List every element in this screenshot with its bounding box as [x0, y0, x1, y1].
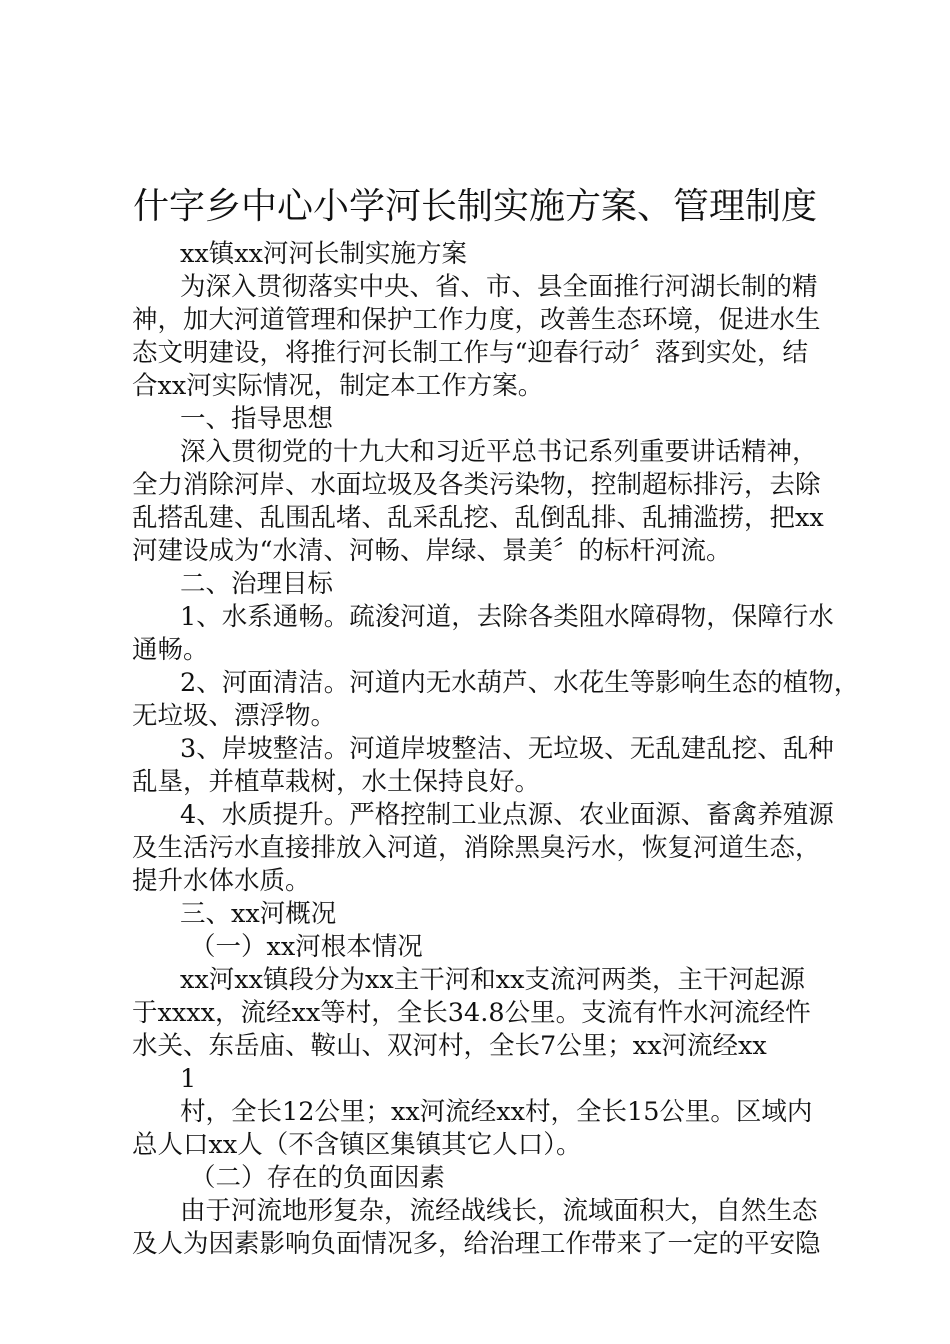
- paragraph-line: 河建设成为“水清、河畅、岸绿、景美〞的标杆河流。: [132, 536, 732, 566]
- paragraph-line: 及人为因素影响负面情况多，给治理工作带来了一定的平安隐: [132, 1229, 821, 1259]
- paragraph-line: 全力消除河岸、水面垃圾及各类污染物，控制超标排污，去除: [132, 470, 821, 500]
- paragraph-line: 于xxxx，流经xx等村，全长34.8公里。支流有忤水河流经忤: [132, 998, 811, 1028]
- paragraph-line: 态文明建设，将推行河长制工作与“迎春行动〞落到实处，结: [132, 338, 809, 368]
- document-title: 什字乡中心小学河长制实施方案、管理制度: [132, 186, 817, 227]
- paragraph-line: 水关、东岳庙、鞍山、双河村，全长7公里；xx河流经xx: [132, 1031, 767, 1061]
- section-heading: 一、指导思想: [180, 404, 334, 434]
- paragraph-line: xx河xx镇段分为xx主干河和xx支流河两类，主干河起源: [180, 965, 806, 995]
- paragraph-line: 深入贯彻党的十九大和习近平总书记系列重要讲话精神，: [180, 437, 818, 467]
- paragraph-line: 乱垦，并植草栽树，水土保持良好。: [132, 767, 541, 797]
- paragraph-line: 通畅。: [132, 635, 209, 665]
- paragraph-line: 2、河面清洁。河道内无水葫芦、水花生等影响生态的植物，: [180, 668, 860, 698]
- paragraph-line: 总人口xx人（不含镇区集镇其它人口）。: [132, 1130, 582, 1160]
- paragraph-line: 1、水系通畅。疏浚河道，去除各类阻水障碍物，保障行水: [180, 602, 834, 632]
- paragraph-line: 村，全长12公里；xx河流经xx村，全长15公里。区域内: [180, 1097, 813, 1127]
- paragraph-line: 神，加大河道管理和保护工作力度，改善生态环境，促进水生: [132, 305, 821, 335]
- paragraph-line: 及生活污水直接排放入河道，消除黑臭污水，恢复河道生态，: [132, 833, 821, 863]
- paragraph-line: 为深入贯彻落实中央、省、市、县全面推行河湖长制的精: [180, 272, 818, 302]
- paragraph-line: 由于河流地形复杂，流经战线长，流域面积大，自然生态: [180, 1196, 818, 1226]
- subsection-heading: （一）xx河根本情况: [190, 932, 423, 962]
- section-heading: xx镇xx河河长制实施方案: [180, 239, 468, 269]
- section-heading: 二、治理目标: [180, 569, 334, 599]
- page-number: 1: [180, 1064, 197, 1094]
- paragraph-line: 合xx河实际情况，制定本工作方案。: [132, 371, 544, 401]
- paragraph-line: 无垃圾、漂浮物。: [132, 701, 337, 731]
- paragraph-line: 3、岸坡整洁。河道岸坡整洁、无垃圾、无乱建乱挖、乱种: [180, 734, 834, 764]
- paragraph-line: 4、水质提升。严格控制工业点源、农业面源、畜禽养殖源: [180, 800, 834, 830]
- subsection-heading: （二）存在的负面因素: [190, 1163, 446, 1193]
- section-heading: 三、xx河概况: [180, 899, 337, 929]
- paragraph-line: 乱搭乱建、乱围乱堵、乱采乱挖、乱倒乱排、乱捕滥捞，把xx: [132, 503, 824, 533]
- paragraph-line: 提升水体水质。: [132, 866, 311, 896]
